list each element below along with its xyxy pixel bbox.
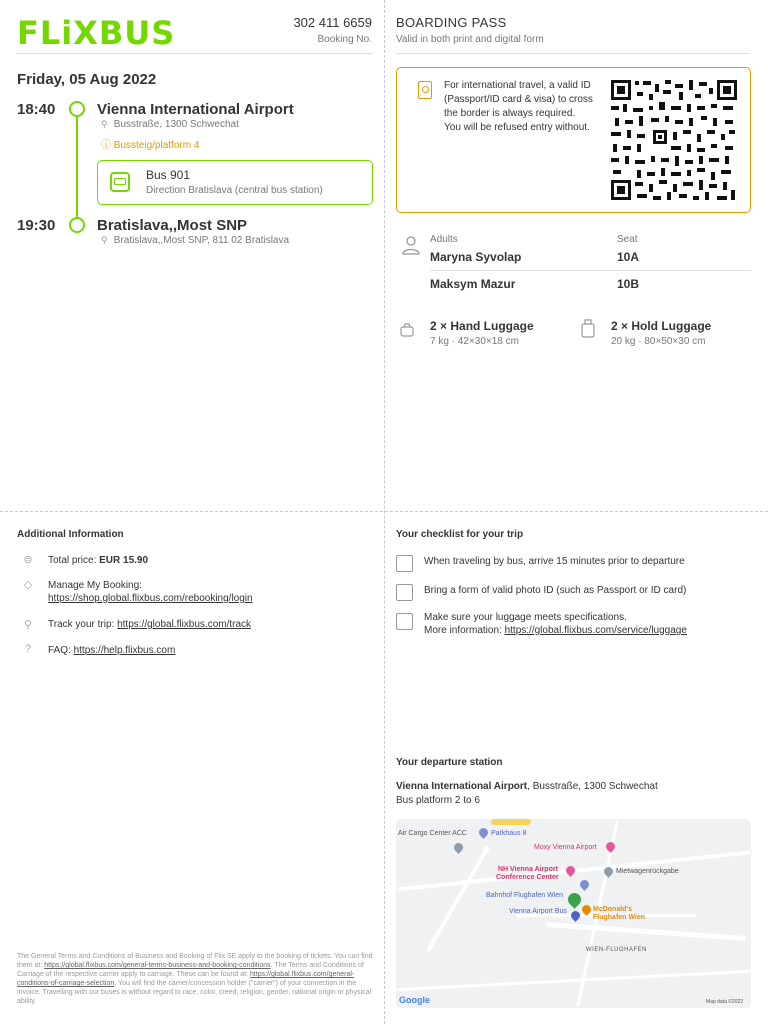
- location-pin-icon: ⚲: [23, 619, 33, 631]
- map-attribution: Map data ©2022: [706, 999, 744, 1005]
- hotel-pin-icon: [564, 864, 577, 877]
- total-price-label: Total price:: [48, 555, 97, 566]
- map-highway: [491, 819, 531, 825]
- checklist-more-row: [424, 624, 687, 637]
- map-label-area: WIEN-FLUGHAFEN: [586, 947, 647, 953]
- checklist-item-2: Bring a form of valid photo ID (such as Passport or ID card): [424, 585, 687, 596]
- manage-booking-row: [48, 579, 253, 605]
- map-pin-icon: [452, 841, 465, 854]
- flixbus-logo: FLiXBUS: [17, 14, 176, 52]
- boarding-pass-title: BOARDING PASS: [396, 15, 507, 30]
- map-label-bahnhof: Bahnhof Flughafen Wien: [486, 892, 564, 899]
- passenger-seat-2: 10B: [617, 277, 640, 291]
- user-icon: [402, 235, 420, 255]
- departure-station-map[interactable]: [396, 819, 751, 1008]
- arrival-address-row: [101, 235, 289, 246]
- hold-luggage-icon: [580, 319, 596, 339]
- header-rule-left: [17, 53, 373, 54]
- trip-date: Friday, 05 Aug 2022: [17, 71, 157, 88]
- manage-booking-label: Manage My Booking:: [48, 580, 142, 591]
- bus-icon: [110, 172, 130, 192]
- passenger-name-1: Maryna Syvolap: [430, 250, 522, 264]
- passenger-seat-1: 10A: [617, 250, 640, 264]
- faq-row: [48, 644, 175, 657]
- bus-name: Bus 901: [146, 168, 191, 182]
- money-icon: ⊜: [23, 554, 33, 566]
- manage-booking-link[interactable]: https://shop.global.flixbus.com/rebooking/login: [48, 593, 253, 604]
- arrival-time: 19:30: [17, 217, 56, 234]
- hold-luggage-spec: 20 kg · 80×50×30 cm: [611, 336, 706, 347]
- departure-platform: Bussteig/platform 4: [113, 140, 200, 151]
- map-road: [546, 922, 746, 941]
- map-label-nh-2: Conference Center: [496, 874, 559, 881]
- horizontal-divider: [0, 511, 768, 512]
- track-trip-label: Track your trip:: [48, 619, 115, 630]
- legal-text-3: . You will find the carrier/concession holder ("carrier") of your connection in the invoice. Travelling with our buses is without regard to race, color, creed, religion, gender, national origin or physical ability.: [17, 980, 372, 1005]
- legal-text-1: The General Terms and Conditions of Business and Booking of Flix SE apply to the booking of tickets. You can find them at:: [17, 953, 373, 969]
- map-road: [396, 970, 751, 992]
- departure-time: 18:40: [17, 101, 56, 118]
- arrival-address: Bratislava,,Most SNP, 811 02 Bratislava: [113, 235, 290, 246]
- booking-number-label: Booking No.: [317, 34, 372, 45]
- legal-text-2: . The Terms and Conditions of Carriage of the respective carrier apply to carriage. These can be found at:: [17, 962, 364, 978]
- booking-number-block: [293, 15, 372, 45]
- adults-label: Adults: [430, 234, 458, 245]
- terms-link[interactable]: https://global.flixbus.com/general-terms-business-and-booking-conditions: [44, 962, 271, 969]
- seat-label: Seat: [617, 234, 638, 245]
- faq-link[interactable]: https://help.flixbus.com: [73, 645, 176, 656]
- transit-pin-icon: [578, 878, 591, 891]
- map-label-nh-1: NH Vienna Airport: [498, 866, 558, 873]
- hold-luggage-title: 2 × Hold Luggage: [611, 319, 712, 333]
- ticket-icon: ◇: [23, 579, 33, 591]
- id-notice-box: [396, 67, 751, 213]
- total-price-value: EUR 15.90: [99, 555, 149, 566]
- faq-label: FAQ:: [48, 645, 71, 656]
- timeline-line: [76, 117, 78, 219]
- departure-dot: [69, 101, 85, 117]
- departure-platform-row: [101, 136, 199, 151]
- question-circle-icon: ?: [24, 643, 32, 655]
- checklist-title: Your checklist for your trip: [396, 529, 524, 540]
- info-circle-icon: ⓘ: [101, 140, 111, 151]
- luggage-info-link[interactable]: https://global.flixbus.com/service/luggage: [504, 625, 687, 636]
- checklist-checkbox-1[interactable]: [396, 555, 413, 572]
- total-price-row: [48, 554, 148, 567]
- map-label-parkhaus: Parkhaus 8: [491, 830, 527, 837]
- map-label-mcd-1: McDonald's: [593, 906, 633, 913]
- legal-notice: [17, 952, 373, 1006]
- map-label-mcd-2: Flughafen Wien: [593, 914, 646, 921]
- departure-station-name: Vienna International Airport: [396, 781, 528, 792]
- hotel-pin-icon: [604, 840, 617, 853]
- qr-code: [609, 78, 739, 202]
- departure-station-title: Your departure station: [396, 757, 503, 768]
- map-label-bus: Vienna Airport Bus: [509, 908, 567, 915]
- checklist-item-1: When traveling by bus, arrive 15 minutes prior to departure: [424, 556, 685, 567]
- passenger-name-2: Maksym Mazur: [430, 277, 516, 291]
- checklist-checkbox-2[interactable]: [396, 584, 413, 601]
- bus-direction: Direction Bratislava (central bus station): [146, 185, 323, 196]
- track-trip-link[interactable]: https://global.flixbus.com/track: [117, 619, 252, 630]
- location-pin-icon: ⚲: [101, 235, 108, 245]
- map-label-mietwagen: Mietwagenrückgabe: [616, 868, 679, 875]
- checklist-more-label: More information:: [424, 625, 502, 636]
- map-road: [426, 846, 489, 952]
- map-label-moxy: Moxy Vienna Airport: [534, 844, 597, 851]
- bus-info-box: [97, 160, 373, 205]
- passenger-row-divider: [430, 270, 751, 271]
- departure-station-address: , Busstraße, 1300 Schwechat: [527, 781, 658, 792]
- hand-luggage-icon: [399, 322, 415, 338]
- departure-station-info: [396, 780, 658, 808]
- header-rule-right: [396, 53, 750, 54]
- departure-address: Busstraße, 1300 Schwechat: [113, 119, 239, 130]
- track-trip-row: [48, 618, 251, 631]
- boarding-pass-subtitle: Valid in both print and digital form: [396, 34, 544, 45]
- departure-station-platforms: Bus platform 2 to 6: [396, 795, 480, 806]
- arrival-stop: Bratislava,,Most SNP: [97, 217, 248, 234]
- checklist-item-3: Make sure your luggage meets specifications.: [424, 612, 627, 623]
- location-pin-icon: ⚲: [101, 119, 108, 129]
- additional-info-title: Additional Information: [17, 529, 124, 540]
- id-notice-text: For international travel, a valid ID (Passport/ID card & visa) to cross the border is always required. You will be refused entry without.: [444, 80, 593, 133]
- bus-stop-pin-icon: [569, 909, 582, 922]
- passport-icon: [418, 81, 432, 99]
- checklist-item-3-row: [424, 611, 687, 637]
- hand-luggage-spec: 7 kg · 42×30×18 cm: [430, 336, 519, 347]
- arrival-dot: [69, 217, 85, 233]
- departure-stop: Vienna International Airport: [97, 101, 294, 118]
- carriage-conditions-link[interactable]: https://global.flixbus.com/general-conditions-of-carriage-selection: [17, 971, 355, 987]
- google-logo: Google: [399, 995, 430, 1005]
- checklist-checkbox-3[interactable]: [396, 613, 413, 630]
- map-label-cargo: Air Cargo Center ACC: [398, 830, 467, 837]
- departure-address-row: [101, 119, 239, 130]
- vertical-divider: [384, 0, 385, 1024]
- departure-location-pin-icon: [565, 890, 583, 908]
- hand-luggage-title: 2 × Hand Luggage: [430, 319, 534, 333]
- parking-pin-icon: [477, 826, 490, 839]
- booking-number: 302 411 6659: [293, 15, 372, 30]
